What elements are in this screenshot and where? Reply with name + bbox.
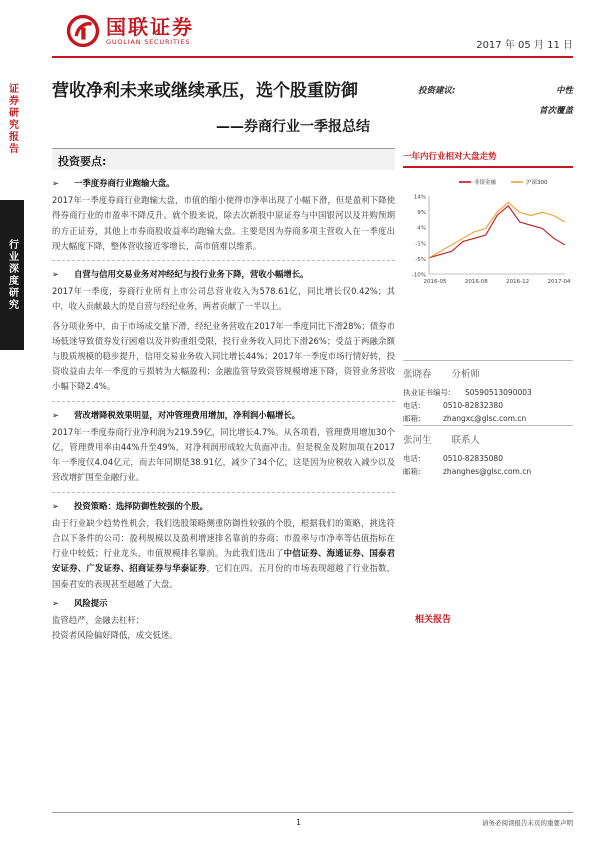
logo-name-en: GUOLIAN SECURITIES	[106, 38, 191, 46]
rating-coverage: 首次覆盖	[538, 106, 573, 116]
rating-value: 中性	[555, 86, 573, 96]
arrow-icon: ➢	[52, 500, 60, 511]
section-separator	[52, 401, 395, 402]
report-date: 2017 年 05 月 11 日	[476, 40, 573, 51]
x-tick-label: 2017-04	[547, 279, 571, 285]
analyst-divider	[403, 425, 573, 426]
key-points-title: 投资要点:	[58, 155, 107, 168]
header-divider	[52, 56, 573, 58]
y-tick-label: 9%	[417, 210, 426, 217]
analyst-role: 分析师	[451, 369, 481, 380]
related-reports-heading: 相关报告	[415, 615, 452, 625]
arrow-icon: ➢	[52, 178, 60, 188]
y-tick-label: -10%	[411, 272, 426, 279]
bullet-heading: ➢ 投资策略：选择防御性较强的个股。	[52, 499, 395, 514]
bullet-paragraph: 由于行业缺少趋势性机会，我们选股策略侧重防御性较强的个股，根据我们的策略，挑选符合以下条件的公司：盈利规模以及盈利增速排名靠前的券商；市盈率与市净率等估值指标在行业中较低；行业龙头，市值规模排名靠前。为此我们选出了中信证券、海通证券、国泰君安证券、广发证券、招商证券与华泰证券，它们在四、五月份的市场表现超越了行业指数，国泰君安的表现甚至超越了大盘。	[52, 517, 396, 589]
arrow-icon: ➢	[52, 269, 60, 280]
report-title: 营收净利未来或继续承压，选个股重防御	[52, 81, 358, 101]
logo-name-cn: 国联证券	[106, 15, 194, 39]
x-tick-label: 2016-12	[506, 279, 530, 285]
arrow-icon: ➢	[52, 409, 60, 420]
analyst-name: 张晓春	[403, 369, 432, 380]
analyst-card: 张晓春 分析师 执业证书编号: S0590513090003 电话: 0510-82832380 邮箱: zhangxc@glsc.com.cn	[403, 366, 573, 425]
analyst-phone: 0510-82832380	[443, 401, 503, 410]
footer-divider	[52, 812, 573, 813]
contact-role: 联系人	[451, 435, 481, 446]
report-subtitle: ——券商行业一季报总结	[216, 119, 370, 135]
bullet-heading: ➢ 风险提示	[52, 596, 395, 611]
y-tick-label: 4%	[417, 225, 426, 232]
x-tick-label: 2016-08	[464, 279, 488, 285]
key-points-body	[52, 172, 395, 647]
section-separator	[52, 492, 395, 493]
y-tick-label: -5%	[415, 256, 426, 263]
analyst-divider	[403, 360, 573, 361]
x-tick-label: 2016-05	[423, 279, 447, 285]
bullet-heading: ➢ 自营与信用交易业务对冲经纪与投行业务下降，营收小幅增长。	[52, 267, 395, 282]
logo-emblem-icon	[66, 14, 100, 48]
investment-rating	[418, 84, 573, 124]
key-points-header	[52, 148, 395, 170]
series-line-1	[429, 206, 565, 258]
analyst-license: S0590513090003	[465, 388, 532, 397]
arrow-icon: ➢	[52, 597, 60, 608]
bullet-paragraph: 2017年一季度，券商行业所有上市公司总营业收入为578.61亿，同比增长仅0.42%；其中，收入贡献最大的是自营与经纪业务，两者贡献了一半以上。	[52, 286, 395, 312]
section-separator	[52, 260, 395, 261]
performance-chart	[403, 174, 573, 294]
bullet-heading: ➢ 一季度券商行业跑输大盘。	[52, 176, 395, 191]
company-logo	[66, 14, 194, 48]
contact-name: 张河生	[403, 435, 432, 446]
side-tab-report-type: 证券研究报告	[0, 56, 24, 182]
contact-phone: 0510-82835080	[443, 454, 503, 463]
contact-card: 张河生 联系人 电话: 0510-82835080 邮箱: zhanghes@glsc.com.cn	[403, 432, 573, 478]
bullet-heading: ➢ 营改增降税效果明显，对冲管理费用增加，净利润小幅增长。	[52, 408, 395, 423]
y-tick-label: 14%	[413, 194, 426, 201]
rating-label: 投资建议:	[418, 86, 456, 96]
legend-label: 非银金融	[474, 180, 497, 186]
side-tab-industry-research: 行业深度研究	[0, 200, 24, 350]
risk-item: 监管趋严，金融去杠杆；	[52, 615, 145, 626]
y-tick-label: -1%	[415, 241, 426, 248]
relative-performance-panel	[403, 150, 573, 298]
bullet-paragraph: 2017年一季度券商行业跑输大盘，市值的缩小使得市净率出现了小幅下滑，但是盈利下降使得券商行业的市盈率不降反升。就个股来说，除去次新股中原证券与中国银河以及并购预期的方正证券，其他上市券商股收益率均跑输大盘。主要是因为券商多项主营收入在一季度出现大幅度下降，整体营收接近零增长，高市值难以维系。	[52, 195, 395, 251]
selected-stocks: 中信证券、海通证券、国泰君安证券、广发证券、招商证券与华泰证券	[52, 548, 396, 574]
contact-email[interactable]: zhanghes@glsc.com.cn	[443, 467, 532, 476]
analyst-email[interactable]: zhangxc@glsc.com.cn	[443, 414, 527, 423]
bullet-paragraph: 2017年一季度券商行业净利润为219.59亿，同比增长4.7%。从各项看，管理费用增加30个亿，管理费用率由44%升至49%，对净利润形成较大负面冲击。但是税金及附加项在2017年一季度仅4.04亿元，而去年同期是38.91亿，减少了34个亿，这是因为应税收入减少以及营改增扩围至金融行业。	[52, 426, 395, 483]
footer-disclaimer: 请务必阅读报告末页的重要声明	[482, 819, 573, 827]
legend-label: 沪深300	[526, 180, 548, 186]
chart-title: 一年内行业相对大盘走势	[403, 150, 573, 168]
risk-item: 投资者风险偏好降低，成交低迷。	[52, 630, 178, 641]
page-number: 1	[296, 818, 302, 827]
bullet-paragraph: 各分项业务中，由于市场成交量下滑，经纪业务营收在2017年一季度同比下滑28%；债券市场低迷导致债券发行困难以及并购重组受限，投行业务收入同比下滑26%；受益于两融余额与股质规模的稳步提升，信用交易业务收入同比增长44%；2017年一季度市场行情好转，投资收益由去年一季度的亏损转为大幅盈利；金融监管导致资管规模增速下降，资管业务营收小幅下降2.4%。	[52, 320, 395, 392]
